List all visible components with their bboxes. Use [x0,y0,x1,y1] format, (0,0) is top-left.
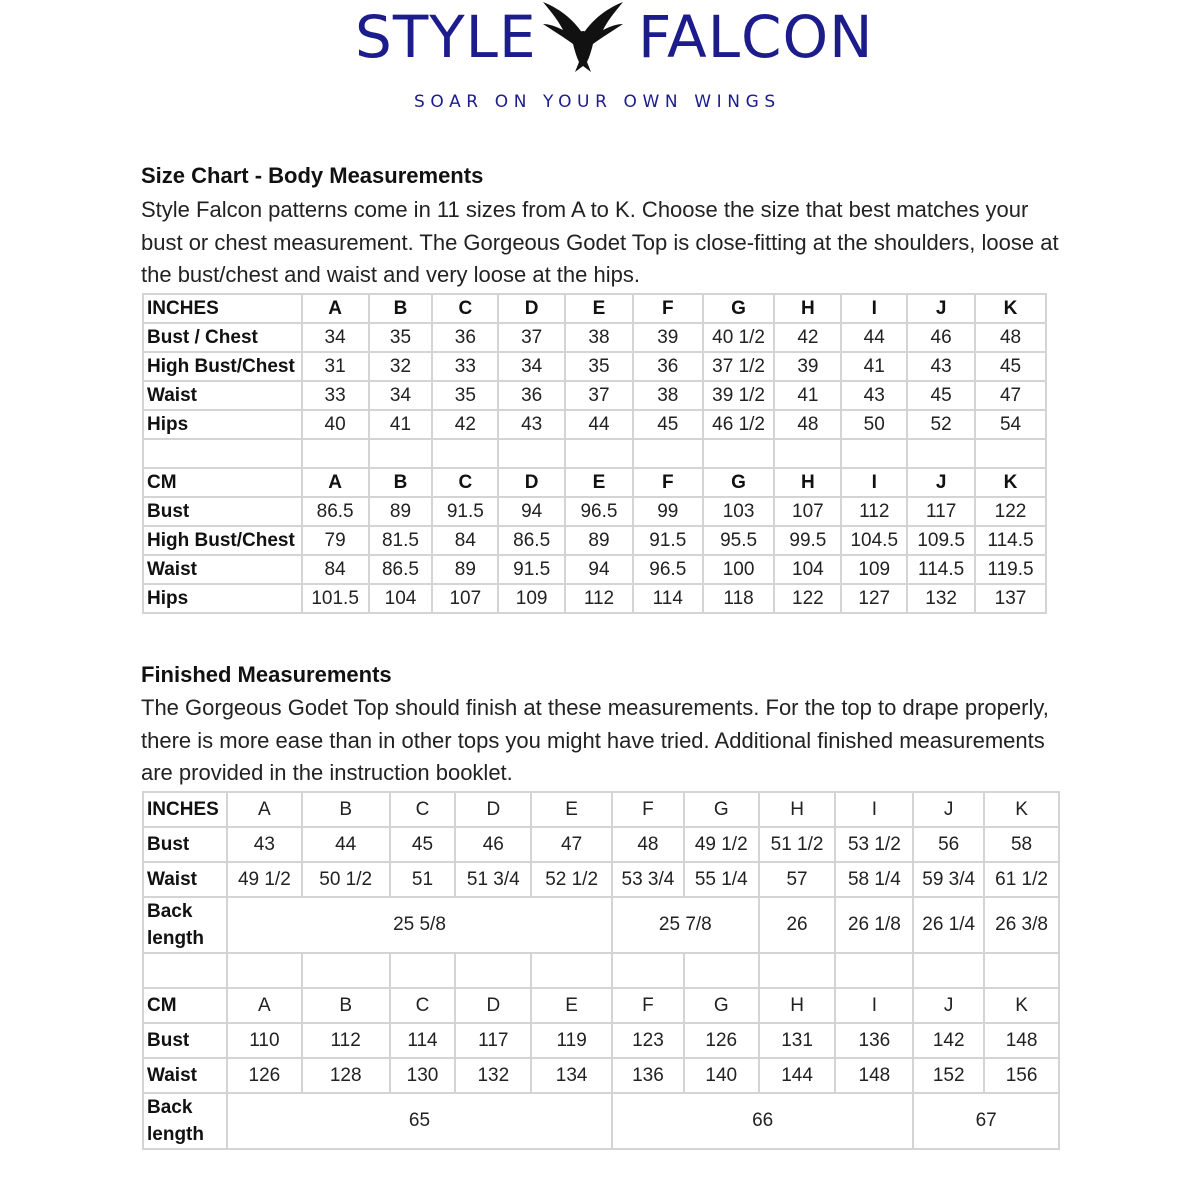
value-cell: 109 [841,555,907,584]
value-cell: 99 [633,497,703,526]
empty-cell [565,439,633,468]
size-header: B [302,792,390,827]
size-header: D [498,468,565,497]
brand-name-right: FALCON [638,3,874,71]
value-cell: 86.5 [498,526,565,555]
value-cell: 109.5 [907,526,975,555]
value-cell: 56 [913,827,984,862]
header-row [143,988,1059,1023]
value-cell: 25 5/8 [227,897,612,953]
size-header: K [975,468,1046,497]
value-cell: 114.5 [907,555,975,584]
size-header: F [612,988,684,1023]
finished-section-description: The Gorgeous Godet Top should finish at these measurements. For the top to drape properly, there is more ease than in other tops you might have tried. Additional finished measurements are provided in the instruction booklet. [141,695,1049,785]
size-header: C [432,294,498,323]
value-cell: 130 [390,1058,456,1093]
size-header: H [759,792,836,827]
size-header: D [455,988,531,1023]
value-cell: 91.5 [498,555,565,584]
size-header: C [390,792,456,827]
empty-cell [227,953,302,988]
unit-header: INCHES [143,294,302,323]
size-header: C [432,468,498,497]
value-cell: 43 [227,827,302,862]
size-header: B [369,294,433,323]
size-header: F [633,468,703,497]
value-cell: 36 [633,352,703,381]
size-header: C [390,988,456,1023]
size-header: A [227,988,302,1023]
value-cell: 42 [432,410,498,439]
value-cell: 37 [498,323,565,352]
falcon-icon [533,0,633,80]
value-cell: 86.5 [369,555,433,584]
size-header: I [835,792,913,827]
header-row [143,294,1046,323]
row-label: Waist [143,1058,227,1093]
value-cell: 101.5 [302,584,369,613]
size-header: I [841,294,907,323]
size-header: G [684,792,759,827]
value-cell: 33 [302,381,369,410]
value-cell: 122 [774,584,841,613]
value-cell: 34 [302,323,369,352]
empty-cell [531,953,612,988]
value-cell: 112 [565,584,633,613]
row-label: Hips [143,410,302,439]
value-cell: 51 [390,862,456,897]
value-cell: 50 1/2 [302,862,390,897]
value-cell: 48 [612,827,684,862]
value-cell: 107 [774,497,841,526]
empty-cell [984,953,1059,988]
spacer-row [143,439,1046,468]
value-cell: 51 1/2 [759,827,836,862]
size-header: E [531,792,612,827]
row-label-line: length [147,1124,204,1145]
empty-cell [302,439,369,468]
value-cell: 26 1/8 [835,897,913,953]
size-header: G [703,468,775,497]
value-cell: 41 [369,410,433,439]
value-cell: 38 [565,323,633,352]
empty-cell [975,439,1046,468]
value-cell: 119.5 [975,555,1046,584]
value-cell: 46 [455,827,531,862]
value-cell: 126 [684,1023,759,1058]
row-label: Waist [143,555,302,584]
row-label: Waist [143,381,302,410]
finished-section-title: Finished Measurements [141,662,392,687]
row-label: Bust [143,827,227,862]
value-cell: 44 [565,410,633,439]
size-header: E [565,294,633,323]
empty-cell [684,953,759,988]
value-cell: 45 [633,410,703,439]
value-cell: 58 1/4 [835,862,913,897]
value-cell: 132 [907,584,975,613]
value-cell: 96.5 [565,497,633,526]
value-cell: 123 [612,1023,684,1058]
empty-cell [455,953,531,988]
value-cell: 144 [759,1058,836,1093]
value-cell: 126 [227,1058,302,1093]
size-header: D [498,294,565,323]
value-cell: 65 [227,1093,612,1149]
value-cell: 104.5 [841,526,907,555]
value-cell: 148 [984,1023,1059,1058]
value-cell: 52 [907,410,975,439]
value-cell: 100 [703,555,775,584]
value-cell: 46 1/2 [703,410,775,439]
value-cell: 41 [774,381,841,410]
value-cell: 57 [759,862,836,897]
size-header: J [907,294,975,323]
empty-cell [759,953,836,988]
value-cell: 127 [841,584,907,613]
value-cell: 26 [759,897,836,953]
row-label-line: Back [147,901,193,922]
size-header: E [565,468,633,497]
value-cell: 47 [531,827,612,862]
value-cell: 50 [841,410,907,439]
empty-cell [907,439,975,468]
value-cell: 104 [774,555,841,584]
size-header: A [302,294,369,323]
value-cell: 89 [369,497,433,526]
value-cell: 142 [913,1023,984,1058]
size-header: E [531,988,612,1023]
value-cell: 36 [498,381,565,410]
value-cell: 110 [227,1023,302,1058]
row-label: Bust [143,1023,227,1058]
value-cell: 136 [835,1023,913,1058]
size-header: B [369,468,433,497]
row-label: Bust [143,497,302,526]
value-cell: 136 [612,1058,684,1093]
size-header: I [835,988,913,1023]
value-cell: 37 1/2 [703,352,775,381]
row-label: Waist [143,862,227,897]
size-header: F [633,294,703,323]
body-measurements-table [142,293,1047,614]
value-cell: 54 [975,410,1046,439]
row-label [143,897,227,953]
value-cell: 112 [302,1023,390,1058]
value-cell: 43 [498,410,565,439]
value-cell: 134 [531,1058,612,1093]
brand-tagline: SOAR ON YOUR OWN WINGS [414,92,781,112]
finished-measurements-table [142,791,1060,1150]
value-cell: 66 [612,1093,913,1149]
value-cell: 140 [684,1058,759,1093]
size-header: H [774,294,841,323]
value-cell: 40 1/2 [703,323,775,352]
value-cell: 53 3/4 [612,862,684,897]
size-header: A [302,468,369,497]
empty-cell [774,439,841,468]
value-cell: 59 3/4 [913,862,984,897]
value-cell: 84 [432,526,498,555]
header-row [143,468,1046,497]
size-header: K [975,294,1046,323]
size-header: J [913,988,984,1023]
value-cell: 53 1/2 [835,827,913,862]
empty-cell [913,953,984,988]
value-cell: 26 1/4 [913,897,984,953]
value-cell: 81.5 [369,526,433,555]
value-cell: 61 1/2 [984,862,1059,897]
value-cell: 114 [390,1023,456,1058]
table-row [143,584,1046,613]
empty-cell [302,953,390,988]
value-cell: 112 [841,497,907,526]
value-cell: 35 [432,381,498,410]
value-cell: 46 [907,323,975,352]
body-section-description: Style Falcon patterns come in 11 sizes from A to K. Choose the size that best matches your bust or chest measurement. The Gorgeous Godet Top is close-fitting at the shoulders, loose at the bust/chest and waist and very loose at the hips. [141,197,1059,287]
row-label-line: length [147,928,204,949]
size-header: A [227,792,302,827]
table-row [143,497,1046,526]
value-cell: 35 [565,352,633,381]
value-cell: 39 [774,352,841,381]
brand-header [0,0,1200,120]
body-section-title: Size Chart - Body Measurements [141,163,484,188]
value-cell: 117 [455,1023,531,1058]
value-cell: 39 1/2 [703,381,775,410]
value-cell: 84 [302,555,369,584]
value-cell: 117 [907,497,975,526]
value-cell: 33 [432,352,498,381]
brand-name-left: STYLE [355,3,537,71]
value-cell: 35 [369,323,433,352]
value-cell: 91.5 [633,526,703,555]
value-cell: 94 [565,555,633,584]
value-cell: 45 [390,827,456,862]
row-label-line: Back [147,1097,193,1118]
empty-cell [143,439,302,468]
table-row [143,381,1046,410]
size-header: F [612,792,684,827]
value-cell: 49 1/2 [684,827,759,862]
size-header: H [759,988,836,1023]
empty-cell [390,953,456,988]
value-cell: 122 [975,497,1046,526]
table-row [143,897,1059,953]
empty-cell [432,439,498,468]
value-cell: 86.5 [302,497,369,526]
value-cell: 119 [531,1023,612,1058]
value-cell: 152 [913,1058,984,1093]
value-cell: 55 1/4 [684,862,759,897]
empty-cell [633,439,703,468]
unit-header: CM [143,988,227,1023]
empty-cell [369,439,433,468]
value-cell: 89 [432,555,498,584]
value-cell: 37 [565,381,633,410]
unit-header: CM [143,468,302,497]
value-cell: 41 [841,352,907,381]
value-cell: 109 [498,584,565,613]
empty-cell [835,953,913,988]
empty-cell [612,953,684,988]
table-row [143,526,1046,555]
value-cell: 44 [841,323,907,352]
value-cell: 107 [432,584,498,613]
value-cell: 128 [302,1058,390,1093]
row-label: Hips [143,584,302,613]
table-row [143,410,1046,439]
value-cell: 52 1/2 [531,862,612,897]
value-cell: 43 [841,381,907,410]
value-cell: 114.5 [975,526,1046,555]
value-cell: 95.5 [703,526,775,555]
size-header: K [984,988,1059,1023]
value-cell: 114 [633,584,703,613]
value-cell: 25 7/8 [612,897,759,953]
value-cell: 103 [703,497,775,526]
value-cell: 99.5 [774,526,841,555]
value-cell: 38 [633,381,703,410]
value-cell: 49 1/2 [227,862,302,897]
value-cell: 44 [302,827,390,862]
value-cell: 34 [369,381,433,410]
value-cell: 148 [835,1058,913,1093]
empty-cell [143,953,227,988]
value-cell: 156 [984,1058,1059,1093]
value-cell: 40 [302,410,369,439]
size-header: H [774,468,841,497]
row-label [143,1093,227,1149]
value-cell: 91.5 [432,497,498,526]
value-cell: 67 [913,1093,1059,1149]
value-cell: 118 [703,584,775,613]
header-row [143,792,1059,827]
value-cell: 34 [498,352,565,381]
value-cell: 39 [633,323,703,352]
table-row [143,862,1059,897]
table-row [143,555,1046,584]
table-row [143,323,1046,352]
value-cell: 51 3/4 [455,862,531,897]
table-row [143,827,1059,862]
value-cell: 36 [432,323,498,352]
table-row [143,1093,1059,1149]
row-label: Bust / Chest [143,323,302,352]
value-cell: 131 [759,1023,836,1058]
value-cell: 94 [498,497,565,526]
size-header: G [703,294,775,323]
table-row [143,1058,1059,1093]
value-cell: 45 [907,381,975,410]
size-header: G [684,988,759,1023]
value-cell: 58 [984,827,1059,862]
spacer-row [143,953,1059,988]
value-cell: 45 [975,352,1046,381]
table-row [143,352,1046,381]
value-cell: 96.5 [633,555,703,584]
value-cell: 48 [975,323,1046,352]
value-cell: 42 [774,323,841,352]
size-header: I [841,468,907,497]
value-cell: 48 [774,410,841,439]
size-header: D [455,792,531,827]
value-cell: 89 [565,526,633,555]
value-cell: 137 [975,584,1046,613]
table-row [143,1023,1059,1058]
size-header: J [913,792,984,827]
value-cell: 132 [455,1058,531,1093]
value-cell: 79 [302,526,369,555]
value-cell: 47 [975,381,1046,410]
size-header: K [984,792,1059,827]
size-header: J [907,468,975,497]
value-cell: 31 [302,352,369,381]
row-label: High Bust/Chest [143,352,302,381]
unit-header: INCHES [143,792,227,827]
value-cell: 43 [907,352,975,381]
value-cell: 104 [369,584,433,613]
empty-cell [703,439,775,468]
value-cell: 26 3/8 [984,897,1059,953]
row-label: High Bust/Chest [143,526,302,555]
value-cell: 32 [369,352,433,381]
size-header: B [302,988,390,1023]
empty-cell [841,439,907,468]
empty-cell [498,439,565,468]
